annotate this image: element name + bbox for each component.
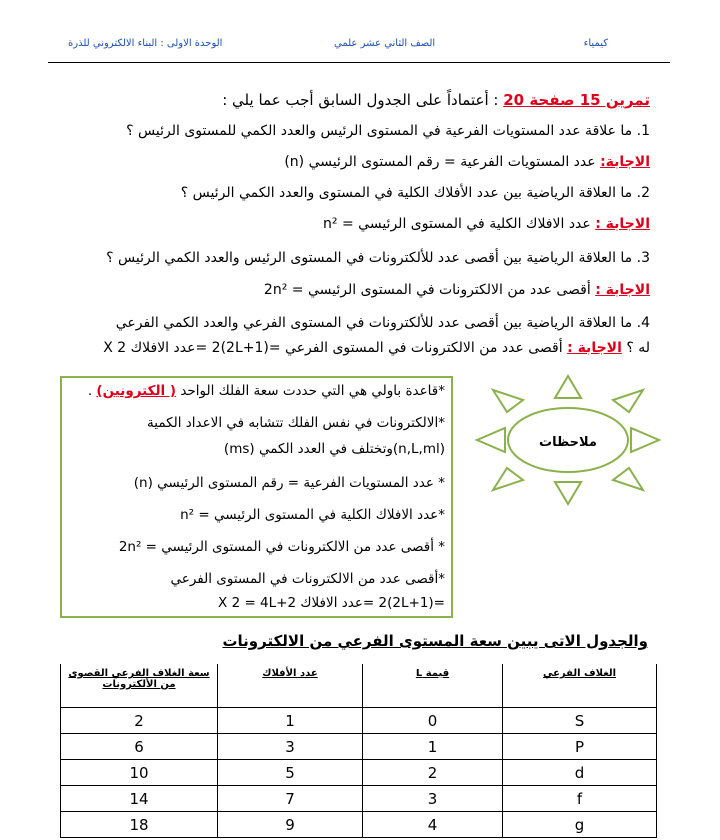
ray-top — [555, 376, 581, 398]
col-header-subshell: الغلاف الفرعي — [503, 664, 657, 708]
cell-capacity: 6 — [61, 734, 218, 760]
table-row — [61, 786, 657, 812]
note-quantum-a: *الالكترونات في نفس الفلك تتشابه في الاعداد الكمية — [147, 415, 445, 431]
cell-subshell: S — [503, 708, 657, 734]
ray-top-left — [493, 390, 523, 412]
ray-bottom-left — [493, 468, 523, 490]
note-sublevels: * عدد المستويات الفرعية = رقم المستوى الرئيسي (n) — [133, 475, 445, 491]
page-header — [62, 38, 608, 56]
ray-bottom — [555, 482, 581, 504]
cell-l-value: 2 — [363, 760, 503, 786]
question-3: 3. ما العلاقة الرياضية بين أقصى عدد للألكترونات في المستوى الرئيس والعدد الكمي الرئيس ؟ — [106, 250, 650, 266]
answer-1 — [284, 152, 650, 172]
cell-capacity: 14 — [61, 786, 218, 812]
note-sub-max-a: *أقصى عدد من الالكترونات في المستوى الفرعي — [170, 571, 445, 587]
answer-3-text: أقصى عدد من الالكترونات في المستوى الرئيسي = 2n² — [263, 282, 596, 298]
ray-bottom-right — [613, 468, 643, 490]
note-max-electrons: * أقصى عدد من الالكترونات في المستوى الرئيسي = 2n² — [118, 539, 445, 555]
cell-subshell: f — [503, 786, 657, 812]
answer-2-label: الاجابة : — [595, 216, 650, 232]
header-grade: الصف الثاني عشر علمي — [334, 38, 436, 49]
subshell-capacity-table — [60, 664, 657, 838]
ray-right — [631, 428, 659, 452]
cell-subshell: g — [503, 812, 657, 838]
cell-subshell: d — [503, 760, 657, 786]
cell-orbitals: 1 — [218, 708, 363, 734]
answer-3-label: الاجابة : — [595, 282, 650, 298]
exercise-intro: : أعتماداً على الجدول السابق أجب عما يلي : — [222, 91, 504, 109]
answer-2 — [323, 214, 650, 234]
col-header-capacity: سعة الغلاف الفرعي القصوى من الألكترونات — [61, 664, 218, 708]
cell-l-value: 4 — [363, 812, 503, 838]
note-orbitals: *عدد الافلاك الكلية في المستوى الرئيسي = n² — [180, 507, 445, 523]
answer-4 — [103, 338, 650, 358]
sun-notes-graphic — [463, 370, 673, 510]
cell-subshell: P — [503, 734, 657, 760]
answer-1-label: الاجابة: — [600, 154, 650, 170]
col-header-orbitals: عدد الأفلاك — [218, 664, 363, 708]
note-pauli-end: . — [87, 383, 97, 399]
table-header-row — [61, 664, 657, 708]
cell-orbitals: 9 — [218, 812, 363, 838]
cell-orbitals: 5 — [218, 760, 363, 786]
question-4: 4. ما العلاقة الرياضية بين أقصى عدد للألكترونات في المستوى الفرعي والعدد الكمي الفرعي — [115, 315, 650, 331]
table-row — [61, 760, 657, 786]
table-row — [61, 708, 657, 734]
note-pauli-text: *قاعدة باولي هي التي حددت سعة الفلك الواحد — [176, 383, 445, 399]
table-row — [61, 812, 657, 838]
question-1: 1. ما علاقة عدد المستويات الفرعية في المستوى الرئيس والعدد الكمي للمستوى الرئيس ؟ — [126, 123, 650, 139]
cell-orbitals: 3 — [218, 734, 363, 760]
cell-l-value: 3 — [363, 786, 503, 812]
cell-capacity: 10 — [61, 760, 218, 786]
answer-4-label: الاجابة : — [567, 340, 622, 356]
note-sub-max-b: =(2L+1)2 =عدد الافلاك X 2 = 4L+2 — [218, 595, 445, 611]
notes-label: ملاحظات — [539, 435, 597, 450]
answer-3 — [264, 280, 650, 300]
note-quantum-b: (n,L,ml)وتختلف في العدد الكمي (ms) — [223, 441, 445, 457]
answer-1-text: عدد المستويات الفرعية = رقم المستوى الرئيسي (n) — [284, 154, 601, 170]
header-subject: كيمياء — [583, 38, 608, 49]
notes-box — [60, 376, 453, 618]
note-pauli-highlight: ( الكترونين) — [96, 383, 177, 399]
ray-top-right — [613, 390, 643, 412]
cell-l-value: 1 — [363, 734, 503, 760]
question-2: 2. ما العلاقة الرياضية بين عدد الأفلاك الكلية في المستوى والعدد الكمي الرئيس ؟ — [180, 185, 650, 201]
exercise-heading — [222, 90, 650, 110]
col-header-l-value: قيمة L — [363, 664, 503, 708]
question-4-cont: له ؟ — [621, 340, 650, 356]
cell-l-value: 0 — [363, 708, 503, 734]
ray-left — [477, 428, 505, 452]
note-pauli — [88, 382, 445, 400]
answer-4-text: أقصى عدد من الالكترونات في المستوى الفرعي =(2L+1)2 =عدد الافلاك X 2 — [103, 340, 568, 356]
cell-capacity: 2 — [61, 708, 218, 734]
header-divider — [48, 62, 670, 63]
header-unit: الوحدة الاولى : البناء الالكتروني للذرة — [68, 38, 223, 49]
table-title: والجدول الاتى يبين سعة المستوى الفرعي من الالكترونات — [222, 632, 648, 650]
table-row — [61, 734, 657, 760]
exercise-label: تمرين 15 صفحة 20 — [503, 91, 650, 109]
cell-orbitals: 7 — [218, 786, 363, 812]
answer-2-text: عدد الافلاك الكلية في المستوى الرئيسي = n² — [323, 216, 596, 232]
cell-capacity: 18 — [61, 812, 218, 838]
